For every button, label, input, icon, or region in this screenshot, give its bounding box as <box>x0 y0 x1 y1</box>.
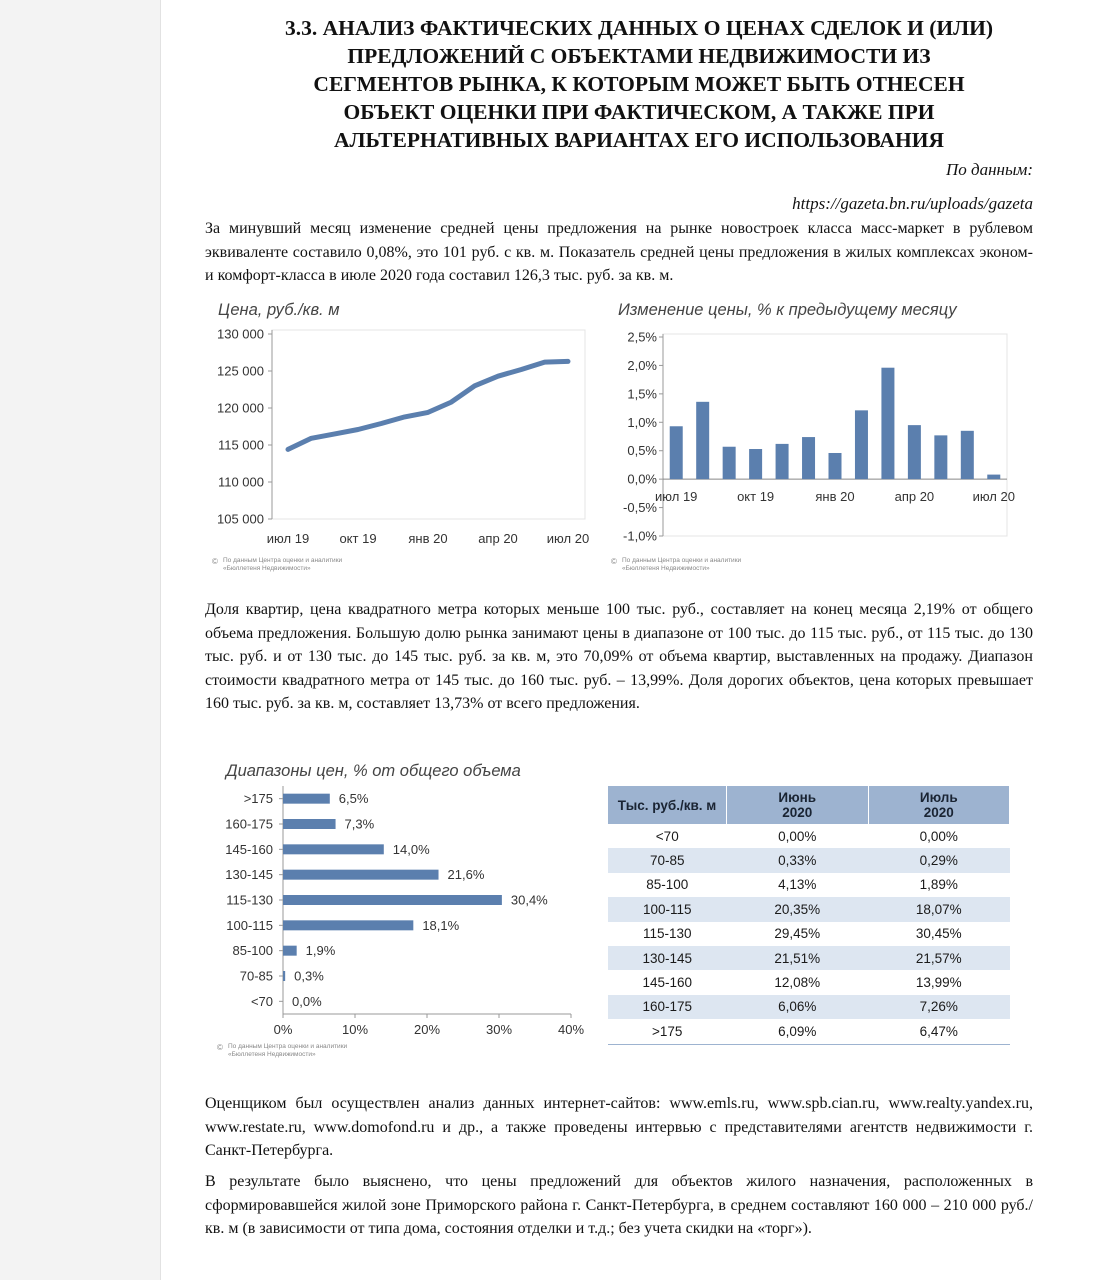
category-label: 85-100 <box>232 943 273 959</box>
x-tick-label: 0% <box>273 1022 293 1037</box>
source-url: https://gazeta.bn.ru/uploads/gazeta <box>792 194 1033 213</box>
x-tick-label: янв 20 <box>408 531 448 546</box>
table-cell: 6,09% <box>727 1019 869 1044</box>
change-bar <box>802 437 815 479</box>
table-cell: 85-100 <box>646 877 689 893</box>
value-label: 6,5% <box>338 791 369 807</box>
change-bar <box>987 475 1000 480</box>
y-tick-label: 130 000 <box>217 326 264 342</box>
table-cell: 70-85 <box>608 848 727 872</box>
value-label: 30,4% <box>510 892 548 908</box>
y-tick-label: -1,0% <box>623 528 657 544</box>
category-label: 160-175 <box>225 816 273 832</box>
paragraph-price-share: Доля квартир, цена квадратного метра которых меньше 100 тыс. руб., составляет на конец месяца 2,19% от общего объема предложения. Большую долю рынка занимают цены в диапазоне от 100 тыс. до 115 тыс. руб., от 115 тыс. до 130 тыс. руб. и от 130 тыс. до 145 тыс. руб. за кв. м, это 70,09% от объема квартир, выставленных на продажу. Диапазон стоимости квадратного метра от 145 тыс. до 160 тыс. руб. – 13,99%. Доля дорогих объектов, цена которых превышает 160 тыс. руб. за кв. м, составляет 13,73% от всего предложения. <box>205 601 1033 712</box>
change-bar <box>723 447 736 479</box>
x-tick-label: июл 20 <box>972 489 1015 505</box>
range-bar <box>283 971 285 981</box>
category-label: 115-130 <box>226 892 273 908</box>
table-cell: 6,06% <box>727 995 869 1019</box>
y-tick-label: 115 000 <box>217 437 264 453</box>
x-tick-label: 20% <box>413 1022 441 1037</box>
x-tick-label: 40% <box>557 1022 585 1037</box>
y-tick-label: 0,5% <box>627 443 657 459</box>
change-bar <box>749 449 762 479</box>
change-bar <box>855 410 868 479</box>
price-ranges-table <box>608 786 1010 1045</box>
y-tick-label: 110 000 <box>217 474 264 490</box>
change-bar <box>776 444 789 479</box>
table-cell: 12,08% <box>774 975 821 991</box>
category-label: 100-115 <box>226 917 273 933</box>
x-tick-label: апр 20 <box>894 489 935 505</box>
price-chart-title: Цена, руб./кв. м <box>218 301 340 319</box>
value-label: 1,9% <box>305 943 336 959</box>
range-bar <box>283 895 502 905</box>
table-cell: 1,89% <box>919 877 958 893</box>
range-bar <box>283 794 330 804</box>
y-tick-label: 120 000 <box>217 400 264 416</box>
category-label: 130-145 <box>225 867 273 883</box>
table-cell: 130-145 <box>608 946 727 970</box>
table-row <box>608 824 1010 848</box>
table-header-cell: Тыс. руб./кв. м <box>608 786 727 824</box>
chart-credit: © По данным Центра оценки и аналитики «Бюллетеня Недвижимости» <box>217 1043 348 1058</box>
table-cell: 29,45% <box>774 926 821 942</box>
table-cell: 30,45% <box>915 926 962 942</box>
table-row <box>608 1019 1010 1044</box>
value-label: 0,3% <box>294 968 324 984</box>
page-margin <box>0 0 161 1280</box>
range-bar <box>283 870 439 880</box>
x-tick-label: июл 19 <box>266 531 310 546</box>
heading-line: СЕГМЕНТОВ РЫНКА, К КОТОРЫМ МОЖЕТ БЫТЬ ОТНЕСЕН <box>313 72 965 96</box>
category-label: 145-160 <box>225 841 273 857</box>
y-tick-label: 1,0% <box>627 414 657 430</box>
section-heading <box>205 14 1073 154</box>
heading-line: АЛЬТЕРНАТИВНЫХ ВАРИАНТАХ ЕГО ИСПОЛЬЗОВАНИЯ <box>334 128 944 152</box>
x-tick-label: 10% <box>341 1022 369 1037</box>
change-bar <box>881 368 894 479</box>
y-tick-label: 0,0% <box>627 471 657 487</box>
change-bar <box>908 425 921 479</box>
table-row <box>608 897 1010 921</box>
change-bar <box>696 402 709 479</box>
table-header-cell: Июнь 2020 <box>727 786 869 824</box>
paragraph-price-change: За минувший месяц изменение средней цены предложения на рынке новостроек класса масс-маркет в рублевом эквиваленте составило 0,08%, это 101 руб. с кв. м. Показатель средней цены предложения в жилых комплексах эконом- и комфорт-класса в июле 2020 года составил 126,3 тыс. руб. за кв. м. <box>205 220 1033 284</box>
table-cell: 0,29% <box>868 848 1010 872</box>
change-bar <box>934 435 947 479</box>
paragraph-sites-analysis: Оценщиком был осуществлен анализ данных интернет-сайтов: www.emls.ru, www.spb.cian.ru, www.realty.yandex.ru, www.restate.ru, www.domofond.ru и др., а также проведены интервью с представителями агентств недвижимости г. Санкт-Петербурга. <box>205 1095 1033 1159</box>
change-bar <box>670 426 683 479</box>
chart-credit: © По данным Центра оценки и аналитики «Бюллетеня Недвижимости» <box>611 557 742 572</box>
value-label: 0,0% <box>292 993 322 1009</box>
table-header-cell: Июль 2020 <box>868 786 1010 824</box>
category-label: <70 <box>250 993 273 1009</box>
table-cell: 21,51% <box>727 946 869 970</box>
table-cell: 6,47% <box>868 1019 1010 1044</box>
table-cell: 20,35% <box>727 897 869 921</box>
value-label: 7,3% <box>344 816 375 832</box>
table-cell: 4,13% <box>778 877 817 893</box>
table-cell: 160-175 <box>608 995 727 1019</box>
price-line <box>288 361 568 449</box>
range-bar <box>283 946 297 956</box>
y-tick-label: 2,0% <box>627 357 657 373</box>
change-chart-title: Изменение цены, % к предыдущему месяцу <box>618 301 957 319</box>
value-label: 14,0% <box>392 841 430 857</box>
paragraph-conclusion: В результате было выяснено, что цены предложений для объектов жилого назначения, расположенных в сформировавшейся жилой зоне Приморского района г. Санкт-Петербурга, в среднем составляют 160 000 – 210 000 руб./кв. м (в зависимости от типа дома, состояния отделки и т.д.; без учета скидки на «торг»). <box>205 1173 1033 1237</box>
table-row <box>608 922 1010 946</box>
category-label: 70-85 <box>239 968 273 984</box>
y-tick-label: -0,5% <box>623 500 657 516</box>
y-tick-label: 105 000 <box>217 511 264 527</box>
heading-line: ОБЪЕКТ ОЦЕНКИ ПРИ ФАКТИЧЕСКОМ, А ТАКЖЕ ПРИ <box>343 100 935 124</box>
value-label: 21,6% <box>447 867 485 883</box>
chart-credit: © По данным Центра оценки и аналитики «Бюллетеня Недвижимости» <box>212 557 343 572</box>
y-tick-label: 2,5% <box>627 329 657 345</box>
change-bar-chart <box>605 320 1025 555</box>
x-tick-label: апр 20 <box>478 531 518 546</box>
table-cell: >175 <box>608 1019 727 1044</box>
price-line-chart <box>200 320 600 555</box>
x-tick-label: 30% <box>485 1022 513 1037</box>
x-tick-label: окт 19 <box>339 531 377 546</box>
heading-line: ПРЕДЛОЖЕНИЙ С ОБЪЕКТАМИ НЕДВИЖИМОСТИ ИЗ <box>347 44 931 68</box>
source-label: По данным: <box>945 160 1033 179</box>
category-label: >175 <box>243 791 273 807</box>
table-row <box>608 873 1010 897</box>
table-row <box>608 848 1010 872</box>
table-cell: <70 <box>655 828 679 844</box>
ranges-chart-title: Диапазоны цен, % от общего объема <box>226 762 521 780</box>
ranges-bar-chart <box>205 782 595 1042</box>
change-bar <box>829 453 842 479</box>
y-tick-label: 125 000 <box>217 363 264 379</box>
heading-line: 3.3. АНАЛИЗ ФАКТИЧЕСКИХ ДАННЫХ О ЦЕНАХ СДЕЛОК И (ИЛИ) <box>284 16 993 40</box>
value-label: 18,1% <box>422 917 460 933</box>
table-cell: 0,00% <box>919 828 958 844</box>
x-tick-label: июл 20 <box>546 531 590 546</box>
range-bar <box>283 819 336 829</box>
range-bar <box>283 844 384 854</box>
table-row <box>608 970 1010 994</box>
x-tick-label: янв 20 <box>815 489 855 505</box>
change-bar <box>961 431 974 479</box>
plot-frame <box>272 330 585 519</box>
range-bar <box>283 920 413 930</box>
table-row <box>608 946 1010 970</box>
y-tick-label: 1,5% <box>627 386 657 402</box>
table-cell: 0,33% <box>727 848 869 872</box>
plot-frame <box>663 334 1007 536</box>
table-cell: 13,99% <box>915 975 962 991</box>
table-row <box>608 995 1010 1019</box>
table-cell: 0,00% <box>778 828 817 844</box>
table-cell: 7,26% <box>868 995 1010 1019</box>
x-tick-label: окт 19 <box>737 489 775 505</box>
table-cell: 100-115 <box>608 897 727 921</box>
table-cell: 145-160 <box>642 975 693 991</box>
table-cell: 115-130 <box>642 926 692 942</box>
table-cell: 21,57% <box>868 946 1010 970</box>
x-tick-label: июл 19 <box>655 489 698 505</box>
table-cell: 18,07% <box>868 897 1010 921</box>
